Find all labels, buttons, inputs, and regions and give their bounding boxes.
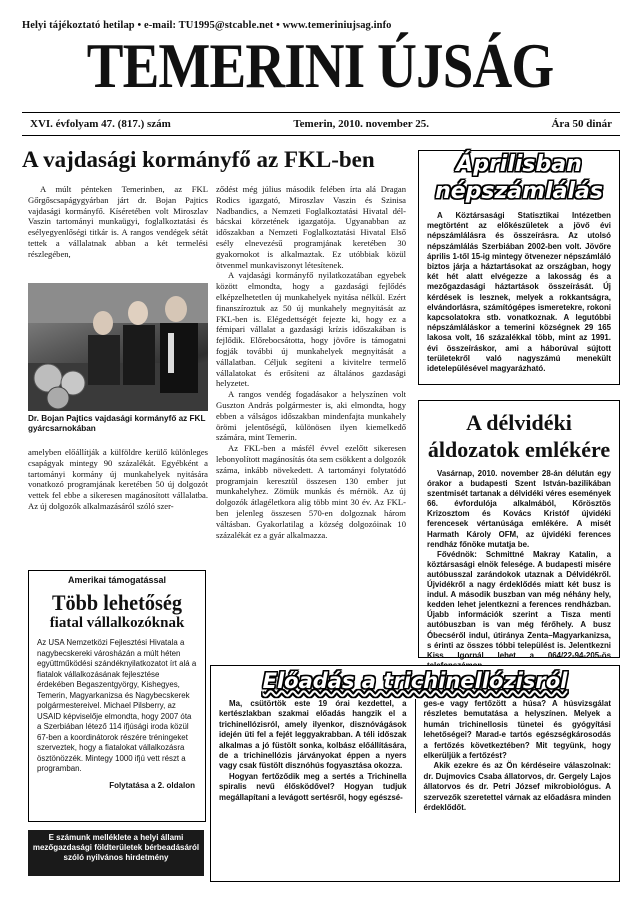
lecture-columns bbox=[211, 693, 619, 813]
usaid-subtitle: fiatal vállalkozóknak bbox=[49, 615, 185, 631]
census-title-line1: Áprilisban bbox=[456, 152, 582, 177]
issue-volume: XVI. évfolyam 47. (817.) szám bbox=[30, 118, 171, 130]
memorial-p2: Fővédnök: Schmittné Makray Katalin, a köztársasági elnök felesége. A budapesti misére autóbusszal zarándokok utaznak a Délvidékről. Újvidékről a nagy érdeklődés miatt két busz is indul. A második buszban van még néhány hely, kedden lehet jelentkezni a ferences rendházban. Újabb információk szerint a Tisza menti autóbuszban is van még férőhely. A busz Óbecséről indul, útiránya Zenta–Magyarkanizsa, s érinti az összes tóbbi települést is. Jelentkezni Kiss Igornál lehet a 064/22-94-205-ös bbox=[427, 549, 611, 660]
lecture-box bbox=[210, 665, 620, 882]
lecture-col2-p1: ges-e vagy fertőzött a húsa? A húsvizsgálat részletes bemutatása a helyszínen. Melyek a humán trichinellosis tünetei és gyógyítási lehetőségei? Marad-e tartós egészségkárosodás a fertőzés következtében? Mit tegyünk, hogy elkerüljük a fertőzést? bbox=[423, 699, 611, 761]
masthead: TEMERINI ÚJSÁG bbox=[86, 30, 554, 101]
census-title-line2: népszámlálás bbox=[435, 179, 603, 204]
usaid-box bbox=[28, 570, 206, 822]
lead-col2-p4: Az FKL-ben a másfél évvel ezelőtt sikeresen lebonyolított magánosítás óta sem csökkent a dolgozók száma, inkább növekedett. A tartományi folytatódó programjain keresztül összesen 130 ember jut munkahelyhez. Zömük munkás és mérnök. Az új dolgozók átlagéletkora alig több mint 30 év. Az FKL-ben jelenleg összesen 570-en dolgoznak három váltásban. Gyakorlatilag a község dolgozóinak 10 százalékát ez a gyár alkalmazza. bbox=[216, 443, 406, 540]
lead-col2-p1: ződést még július második felében írta alá Dragan Rodics igazgató, Miroszlav Vaszin és Szinisa Nadbandics, a Nemzeti Foglalkoztatási Hivatal dél-bácskai körzetének igazgatója. Ugyanabban az időszakban a Nemzeti Foglalkoztatási Hivatal Első esély elnevezésű programjának keretében 30 gyakornokot is alkalmaztak. Ez utóbbiak közül ötvenmel munkaviszonyt létesítenek. bbox=[216, 184, 406, 270]
issue-bar bbox=[22, 112, 620, 136]
census-box bbox=[418, 150, 620, 385]
lecture-col2 bbox=[424, 699, 612, 813]
issue-price: Ára 50 dinár bbox=[551, 118, 612, 130]
lead-col1-top bbox=[28, 184, 208, 280]
lead-headline: A vajdasági kormányfő az FKL-ben bbox=[22, 147, 375, 172]
supplement-note: E számunk melléklete a helyi állami mezőgazdasági földterületek bérbeadásáról szóló nyilvános hirdetmény bbox=[28, 830, 204, 876]
lead-col2 bbox=[216, 184, 406, 658]
census-body: A Köztársasági Statisztikai Intézetben megtörtént az előkészületek a jövő évi népszámlálásra és összeírásra. Az utolsó népszámlálás Szerbiában 2002-ben volt. Jövőre április 1-től 15-ig mintegy ötvenezer népszámláló biztos járja a háztartásokat az országban, hogy két hét alatt elvégezze a lakosság és a mezőgazdasági háztartások összeírását. Új kérdések is lesznek, melyek a rokkantságra, elvándorlásra, számítógépes ismeretekre, rokoni kapcsolatokra stb. vonatkoznak. A legutóbbi népszámláláskor a temerini községnek 29 165 lakosa volt, 16 százalékkal több, mint az 1991. évi összeíráskor, ami a háborúval sújtott területekről való nagyszámú menekült idetelepülésével magyarázható. bbox=[427, 211, 611, 374]
usaid-continued: Folytatása a 2. oldalon bbox=[109, 780, 195, 790]
lead-col1-bottom bbox=[28, 447, 208, 565]
memorial-title-line1: A délvidéki bbox=[466, 410, 572, 435]
lead-col2-p3: A rangos vendég fogadásakor a helyszínen volt Guszton András polgármester is, aki elmondta, hogy ebben a válságos időszakban mindenfajta munkahely örömi jelentőségű, különösen ilyen kiemelkedő számára, mint Temerin. bbox=[216, 389, 406, 443]
memorial-body bbox=[419, 463, 619, 671]
contact-line: Helyi tájékoztató hetilap • e-mail: TU1995@stcable.net • www.temeriniujsag.info bbox=[22, 20, 392, 31]
photo-caption: Dr. Bojan Pajtics vajdasági kormányfő az FKL gyárcsarnokában bbox=[28, 414, 206, 433]
memorial-box bbox=[418, 400, 620, 658]
lead-col1-bottom-text: amelyben előállítják a külföldre kerülő különleges csapágyak mintegy 90 százalékát. Egyébként a tartományi kormány új munkahelyek nyitására vonatkozó programjának keretében 50 új dolgozót vettek fel ebbe a sikeresen magánosított vállalatba. Az új dolgozók alkalmazásáról szóló szer- bbox=[28, 447, 208, 511]
usaid-body: Az USA Nemzetközi Fejlesztési Hivatala a nagybecskereki városházán a múlt héten együttműködési szándéknyilatkozatot írt alá a fiatalok vállalkozásának fejlesztése érdekében Begaszentgyörgy, Kishegyes, Temerin, Magyarkanizsa és Nagybecskerek polgármestereivel. Michael Pilsberry, az USAID képviselője elmondta, hogy 2007 óta a Szerbiában létező 114 ifjúsági iroda közül 67-ben a koordinátorok részére tréningeket szerveztek, hogy a fiatalokat vállalkozásra ösztönözzék. Mintegy 1000 ifjú vett részt a programban. bbox=[37, 638, 197, 773]
lecture-title: Előadás a trichinellózisról bbox=[262, 669, 568, 693]
usaid-kicker: Amerikai támogatással bbox=[67, 575, 167, 585]
lead-photo bbox=[28, 283, 208, 411]
lead-col2-p2: A vajdasági kormányfő nyilatkozatában egyebek között elmondta, hogy a gazdasági fejlődés elképzelhetetlen új munkahelyek nyitása nélkül. Ezért finanszíroztuk az 50 új munkahely megnyitását az FKL-ben is. Elégedettségét fejezte ki, hogy ez a fémipari vállalat a gazdasági krízis időszakában is fejlődik. Előrebocsátotta, hogy jövőre is támogatni fogják további új munkahelyek megnyitását a vállalatban. Céljuk segíteni a kivitelre termelő vállalatokat és erősíteni az általános gazdasági helyzetet. bbox=[216, 270, 406, 389]
lead-col1-top-text: A múlt pénteken Temerinben, az FKL Gőrgőscsapágygyárban járt dr. Bojan Pajtics vajdasági kormányfő. Kíséretében volt Miroszlav Vaszin tartományi munkaügyi, foglalkoztatási és esélyegyenlőségi titkár is. A rangos vendégek sétát tettek a vállalatnak abban a két termelési részlegében, bbox=[28, 184, 208, 259]
lecture-divider bbox=[415, 699, 416, 813]
memorial-title bbox=[419, 409, 619, 463]
usaid-title: Több lehetőség bbox=[52, 590, 182, 615]
issue-date: Temerin, 2010. november 25. bbox=[293, 118, 429, 130]
lecture-col2-p2: Akik ezekre és az Ön kérdéseire válaszolnak: dr. Dujmovics Csaba állatorvos, dr. Gergely Lajos állatorvos és dr. Petri József mikrobiológus. A szervezők szeretettel várnak az előadásra minden érdeklődőt. bbox=[423, 761, 611, 813]
memorial-p1: Vasárnap, 2010. november 28-án délután egy órakor a budapesti Szent István-bazilikában szentmisét tartanak a délvidéki véres események 66. évfordulója alkalmából, Kőrösztös Krizosztom és Kovács Kristóf újvidéki ferencesek vértanúsága emlékére. A misét Harmath Károly OFM, az újvidéki ferences rendház főnöke mutatja be. bbox=[427, 469, 611, 549]
lecture-col1-p1: Ma, csütörtök este 19 órai kezdettel, a kertészlakban szakmai előadás hangzik el a trichinellózisról, amely ilyenkor, disznóvágások idején üti fel a fejét leggyakrabban. A téli időszak alkalmas a jó füstölt sonka, kolbász előállítására, de a trichinellózis járványokat éppen a nyers vagy csak füstölt disznóhús fogyasztása okozza. bbox=[219, 699, 407, 771]
memorial-title-line2: áldozatok emlékére bbox=[427, 437, 611, 462]
lecture-col1 bbox=[219, 699, 407, 813]
lecture-col1-p2: Hogyan fertőződik meg a sertés a Trichinella spiralis nevű élősködővel? Hogyan tudjuk megállapítani a levágott sertésről, hogy egészsé- bbox=[219, 771, 407, 802]
